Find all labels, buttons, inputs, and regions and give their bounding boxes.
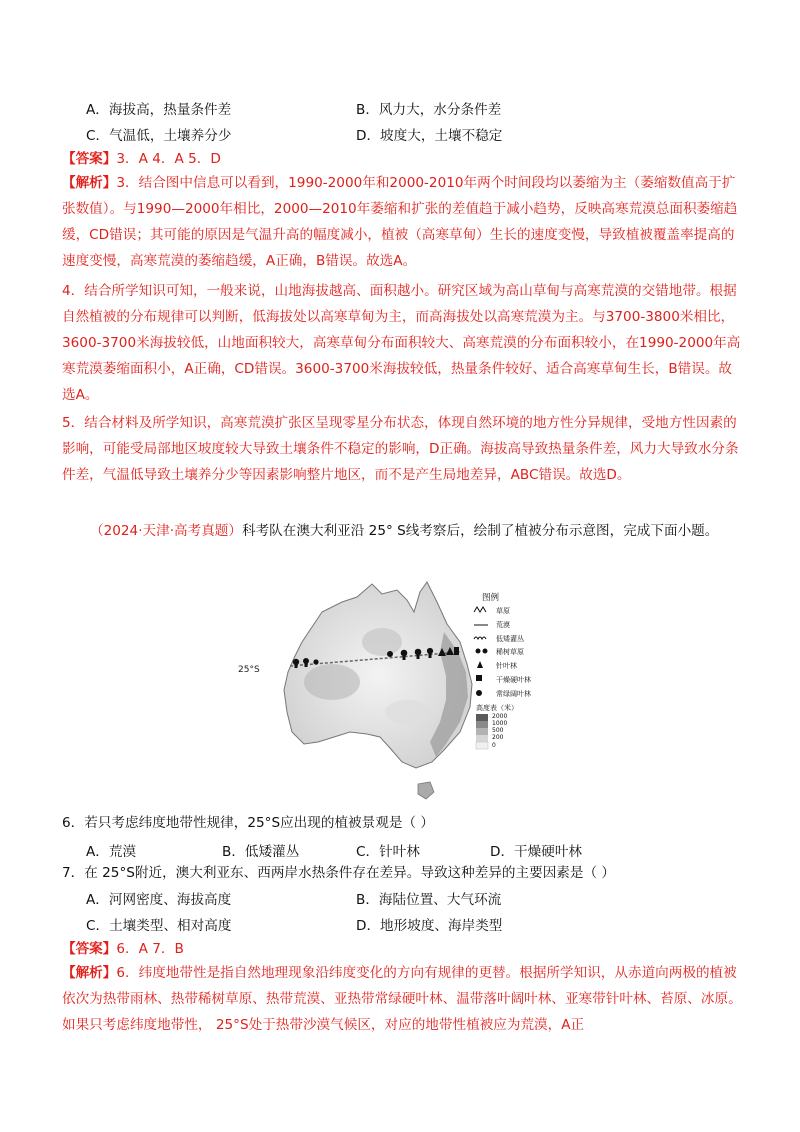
legend-shrub (474, 634, 524, 643)
answer-label: 【答案】 (62, 941, 117, 957)
analysis-paragraph-3 (62, 170, 742, 274)
answer-label: 【答案】 (62, 151, 117, 167)
tasmania (418, 782, 434, 799)
q7-option-a: A．河网密度、海拔高度 (86, 892, 232, 908)
australia-vegetation-map (232, 572, 562, 802)
q7-option-d: D．地形坡度、海岸类型 (356, 918, 503, 934)
elevation-tick: 2000 (492, 713, 508, 720)
map-svg (232, 572, 562, 802)
legend-item-evergreen: 常绿阔叶林 (496, 690, 531, 698)
analysis-paragraph-6 (62, 960, 742, 1038)
answer-line-1 (62, 148, 221, 170)
q6-option-b: B．低矮灌丛 (222, 844, 300, 860)
legend-item-desert: 荒漠 (496, 621, 510, 629)
latitude-label: 25°S (238, 665, 260, 675)
legend-grass (474, 606, 510, 615)
answer-text: 3．A 4．A 5．D (116, 151, 221, 167)
elevation-scale (476, 713, 507, 749)
question-source: （2024·天津·高考真题） (90, 523, 242, 539)
elevation-tick: 200 (492, 734, 504, 741)
legend-item-grassland: 草原 (496, 607, 510, 615)
analysis-label: 【解析】 (62, 965, 117, 981)
map-legend (474, 592, 531, 749)
terrain-patch (385, 700, 429, 724)
option-c: C．气温低，土壤养分少 (86, 128, 232, 144)
elevation-tick: 0 (492, 742, 496, 749)
intro-text: 科考队在澳大利亚沿 25° S线考察后，绘制了植被分布示意图，完成下面小题。 (242, 523, 719, 539)
analysis-text-3: 3．结合图中信息可以看到，1990-2000年和2000-2010年两个时间段均以萎缩为主（萎缩数值高于扩张数值）。与1990—2000年相比，2000—2010年萎缩和扩张的差值趋于减小趋势，反映高寒荒漠总面积萎缩趋缓，CD错误；其可能的原因是气温升高的幅度减小，植被（高寒草甸）生长的速度变慢，导致植被覆盖率提高的速度变慢，高寒荒漠的萎缩趋缓，A正确，B错误。故选A。 (62, 175, 738, 269)
analysis-text-6: 6．纬度地带性是指自然地理现象沿纬度变化的方向有规律的更替。根据所学知识，从赤道向两极的植被依次为热带雨林、热带稀树草原、热带荒漠、亚热带常绿硬叶林、温带落叶阔叶林、亚寒带针叶林、苔原、冰原。如果只考虑纬度地带性， 25°S处于热带沙漠气候区，对应的地带性植被应为荒漠，A正 (62, 965, 742, 1033)
q7-option-b: B．海陆位置、大气环流 (356, 892, 502, 908)
legend-conifer (477, 661, 517, 670)
elevation-title: 高度表（米） (476, 704, 518, 712)
legend-item-savanna: 稀树草原 (496, 648, 524, 656)
question-intro (62, 518, 742, 544)
analysis-paragraph-4: 4．结合所学知识可知，一般来说，山地海拔越高、面积越小。研究区域为高山草甸与高寒荒漠的交错地带。根据自然植被的分布规律可以判断，低海拔处以高寒草甸为主，而高海拔处以高寒荒漠为主。与3700-3800米相比，3600-3700米海拔较低，山地面积较大，高寒草甸分布面积较大、高寒荒漠的分布面积较小，在1990-2000年高寒荒漠萎缩面积小，A正确，CD错误。3600-3700米海拔较低，热量条件较好、适合高寒草甸生长，B错误。故选A。 (62, 283, 741, 403)
legend-item-conifer: 针叶林 (496, 662, 517, 670)
option-b: B．风力大，水分条件差 (356, 102, 502, 118)
legend-sclerophyll (476, 675, 531, 684)
question-6-stem: 6．若只考虑纬度地带性规律，25°S应出现的植被景观是（ ） (62, 815, 434, 831)
legend-title: 图例 (482, 593, 500, 603)
legend-desert (474, 620, 510, 629)
elevation-tick: 1000 (492, 720, 508, 727)
legend-item-sclerophyll: 干燥硬叶林 (496, 676, 531, 684)
answer-line-2 (62, 938, 184, 960)
q6-option-a: A．荒漠 (86, 844, 137, 860)
analysis-label: 【解析】 (62, 175, 117, 191)
q6-option-c: C．针叶林 (356, 844, 420, 860)
analysis-paragraph-5: 5．结合材料及所学知识，高寒荒漠扩张区呈现零星分布状态，体现自然环境的地方性分异规律，受地方性因素的影响，可能受局部地区坡度较大导致土壤条件不稳定的影响，D正确。海拔高导致热量条件差，风力大导致水分条件差，气温低导致土壤养分少等因素影响整片地区，而不是产生局地差异，ABC错误。故选D。 (62, 415, 739, 483)
answer-text: 6．A 7．B (116, 941, 184, 957)
q6-option-d: D．干燥硬叶林 (490, 844, 583, 860)
legend-savanna (476, 647, 525, 656)
legend-evergreen (476, 689, 531, 698)
q7-option-c: C．土壤类型、相对高度 (86, 918, 232, 934)
elevation-tick: 500 (492, 727, 504, 734)
option-d: D．坡度大，土壤不稳定 (356, 128, 503, 144)
legend-item-shrub: 低矮灌丛 (496, 635, 524, 643)
terrain-patch (362, 628, 402, 656)
option-a: A．海拔高，热量条件差 (86, 102, 232, 118)
question-7-stem: 7．在 25°S附近，澳大利亚东、西两岸水热条件存在差异。导致这种差异的主要因素是（ ） (62, 865, 615, 881)
terrain-patch (304, 664, 360, 700)
